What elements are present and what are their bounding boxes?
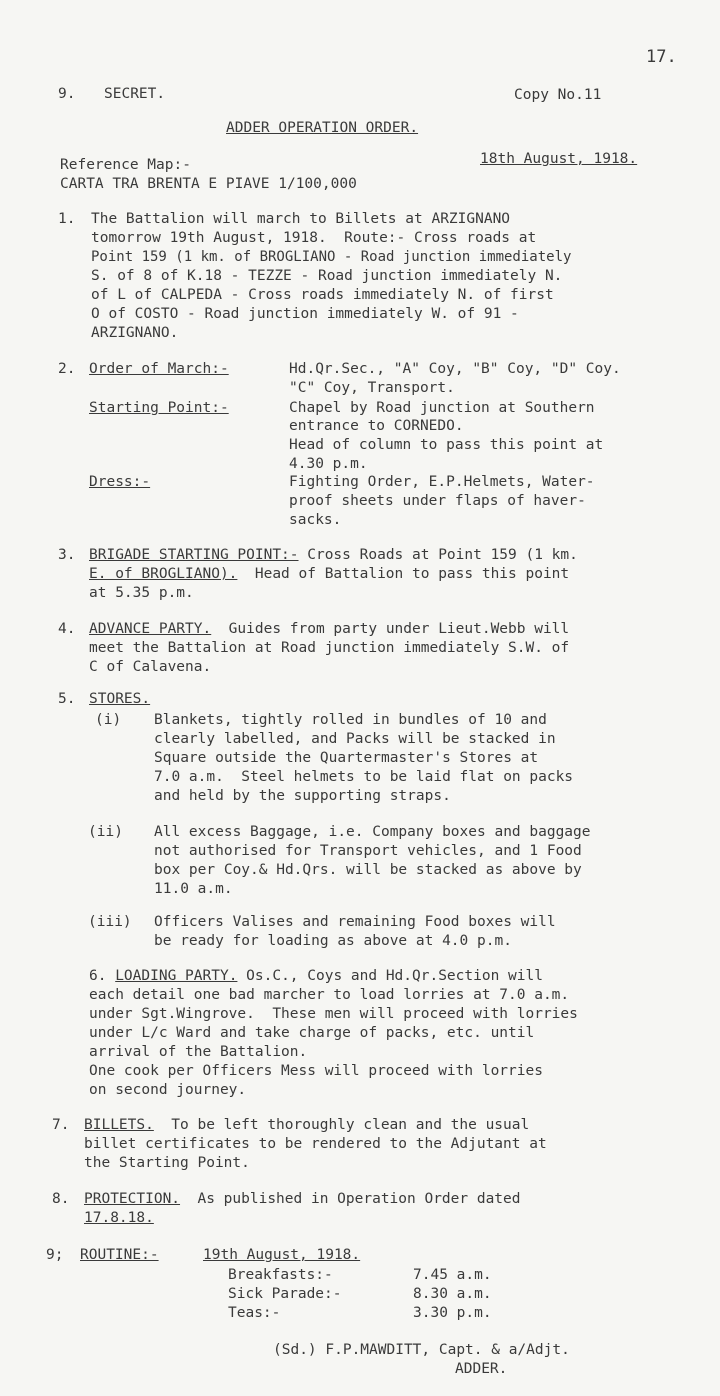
- para-1-line: The Battalion will march to Billets at ARZIGNANO: [91, 211, 511, 227]
- para-6-line: on second journey.: [89, 1082, 247, 1098]
- para-1-line: of L of CALPEDA - Cross roads immediately N. of first: [91, 287, 554, 303]
- stores-item-line: be ready for loading as above at 4.0 p.m.: [154, 933, 512, 949]
- stores-item-line: Officers Valises and remaining Food boxes will: [154, 914, 556, 930]
- para-6-line: One cook per Officers Mess will proceed with lorries: [89, 1063, 543, 1079]
- para-7-number: 7.: [52, 1117, 70, 1133]
- order-of-march-label: Order of March:-: [89, 361, 229, 377]
- copy-number: Copy No.11: [514, 87, 602, 103]
- para-3-number: 3.: [58, 547, 76, 563]
- dress-line: proof sheets under flaps of haver-: [289, 493, 586, 509]
- para-4-text: Guides from party under Lieut.Webb will: [211, 621, 570, 637]
- para-9-number: 9;: [46, 1247, 64, 1263]
- stores-item-line: and held by the supporting straps.: [154, 788, 451, 804]
- starting-point-line: Head of column to pass this point at: [289, 437, 604, 453]
- para-1-line: O of COSTO - Road junction immediately W. of 91 -: [91, 306, 519, 322]
- starting-point-line: Chapel by Road junction at Southern: [289, 400, 595, 416]
- loading-party-heading: LOADING PARTY.: [115, 968, 238, 984]
- para-1-line: ARZIGNANO.: [91, 325, 179, 341]
- brigade-starting-point-heading: BRIGADE STARTING POINT:-: [89, 547, 299, 563]
- routine-time: 8.30 a.m.: [413, 1286, 492, 1302]
- routine-label: Teas:-: [228, 1305, 281, 1321]
- para-3-line-2: [89, 565, 569, 583]
- para-1-line: tomorrow 19th August, 1918. Route:- Cross roads at: [91, 230, 537, 246]
- starting-point-label: Starting Point:-: [89, 400, 229, 416]
- para-3-location: E. of BROGLIANO).: [89, 566, 238, 582]
- para-8-text: As published in Operation Order dated: [180, 1191, 521, 1207]
- order-number: 9.: [58, 86, 76, 102]
- order-of-march-line: Hd.Qr.Sec., "A" Coy, "B" Coy, "D" Coy.: [289, 361, 621, 377]
- stores-item-mark: (iii): [88, 914, 132, 930]
- stores-heading: STORES.: [89, 691, 151, 707]
- routine-heading: ROUTINE:-: [80, 1247, 159, 1263]
- para-3-line-3: at 5.35 p.m.: [89, 585, 194, 601]
- para-3-text: Head of Battalion to pass this point: [237, 566, 570, 582]
- para-3-line-1: [89, 546, 578, 564]
- para-6-line: under Sgt.Wingrove. These men will proceed with lorries: [89, 1006, 578, 1022]
- para-3-text: Cross Roads at Point 159 (1 km.: [298, 547, 578, 563]
- para-7-line-3: the Starting Point.: [84, 1155, 250, 1171]
- para-6-line: under L/c Ward and take charge of packs, etc. until: [89, 1025, 535, 1041]
- stores-item-line: All excess Baggage, i.e. Company boxes and baggage: [154, 824, 591, 840]
- starting-point-line: 4.30 p.m.: [289, 456, 368, 472]
- starting-point-line: entrance to CORNEDO.: [289, 418, 464, 434]
- dress-line: Fighting Order, E.P.Helmets, Water-: [289, 474, 595, 490]
- para-6-number: 6.: [89, 968, 107, 984]
- para-8-line-2: 17.8.18.: [84, 1210, 154, 1226]
- order-date: 18th August, 1918.: [480, 151, 638, 167]
- routine-label: Breakfasts:-: [228, 1267, 333, 1283]
- para-6-line: arrival of the Battalion.: [89, 1044, 308, 1060]
- routine-date: 19th August, 1918.: [203, 1247, 361, 1263]
- stores-item-mark: (ii): [88, 824, 123, 840]
- routine-time: 7.45 a.m.: [413, 1267, 492, 1283]
- para-6-text: Os.C., Coys and Hd.Qr.Section will: [237, 968, 543, 984]
- classification: SECRET.: [104, 86, 166, 102]
- dress-label: Dress:-: [89, 474, 151, 490]
- billets-heading: BILLETS.: [84, 1117, 154, 1133]
- stores-item-line: Blankets, tightly rolled in bundles of 10 and: [154, 712, 547, 728]
- para-7-line-1: [84, 1116, 529, 1134]
- order-of-march-line: "C" Coy, Transport.: [289, 380, 455, 396]
- advance-party-heading: ADVANCE PARTY.: [89, 621, 212, 637]
- signature-line: (Sd.) F.P.MAWDITT, Capt. & a/Adjt.: [273, 1342, 570, 1358]
- dress-line: sacks.: [289, 512, 342, 528]
- stores-item-line: not authorised for Transport vehicles, and 1 Food: [154, 843, 582, 859]
- para-7-text: To be left thoroughly clean and the usual: [153, 1117, 530, 1133]
- para-7-line-2: billet certificates to be rendered to the Adjutant at: [84, 1136, 547, 1152]
- para-1-line: S. of 8 of K.18 - TEZZE - Road junction immediately N.: [91, 268, 563, 284]
- para-4-line-2: meet the Battalion at Road junction immediately S.W. of: [89, 640, 570, 656]
- para-6-line-1: [89, 967, 543, 985]
- stores-item-line: box per Coy.& Hd.Qrs. will be stacked as above by: [154, 862, 582, 878]
- para-8-number: 8.: [52, 1191, 70, 1207]
- para-4-number: 4.: [58, 621, 76, 637]
- para-8-line-1: [84, 1190, 521, 1208]
- para-4-line-3: C of Calavena.: [89, 659, 212, 675]
- routine-time: 3.30 p.m.: [413, 1305, 492, 1321]
- para-1-line: Point 159 (1 km. of BROGLIANO - Road junction immediately: [91, 249, 572, 265]
- para-2-number: 2.: [58, 361, 76, 377]
- document-title: ADDER OPERATION ORDER.: [226, 120, 419, 136]
- reference-label: Reference Map:-: [60, 157, 191, 173]
- para-1-number: 1.: [58, 211, 76, 227]
- page-number: 17.: [646, 47, 677, 67]
- stores-item-line: 7.0 a.m. Steel helmets to be laid flat on packs: [154, 769, 574, 785]
- reference-map: CARTA TRA BRENTA E PIAVE 1/100,000: [60, 176, 357, 192]
- stores-item-line: Square outside the Quartermaster's Stores at: [154, 750, 539, 766]
- para-4-line-1: [89, 620, 569, 638]
- protection-heading: PROTECTION.: [84, 1191, 181, 1207]
- stores-item-line: clearly labelled, and Packs will be stacked in: [154, 731, 556, 747]
- para-5-number: 5.: [58, 691, 76, 707]
- routine-label: Sick Parade:-: [228, 1286, 342, 1302]
- stores-item-line: 11.0 a.m.: [154, 881, 233, 897]
- signature-unit: ADDER.: [455, 1361, 508, 1377]
- para-6-line: each detail one bad marcher to load lorries at 7.0 a.m.: [89, 987, 570, 1003]
- stores-item-mark: (i): [95, 712, 122, 728]
